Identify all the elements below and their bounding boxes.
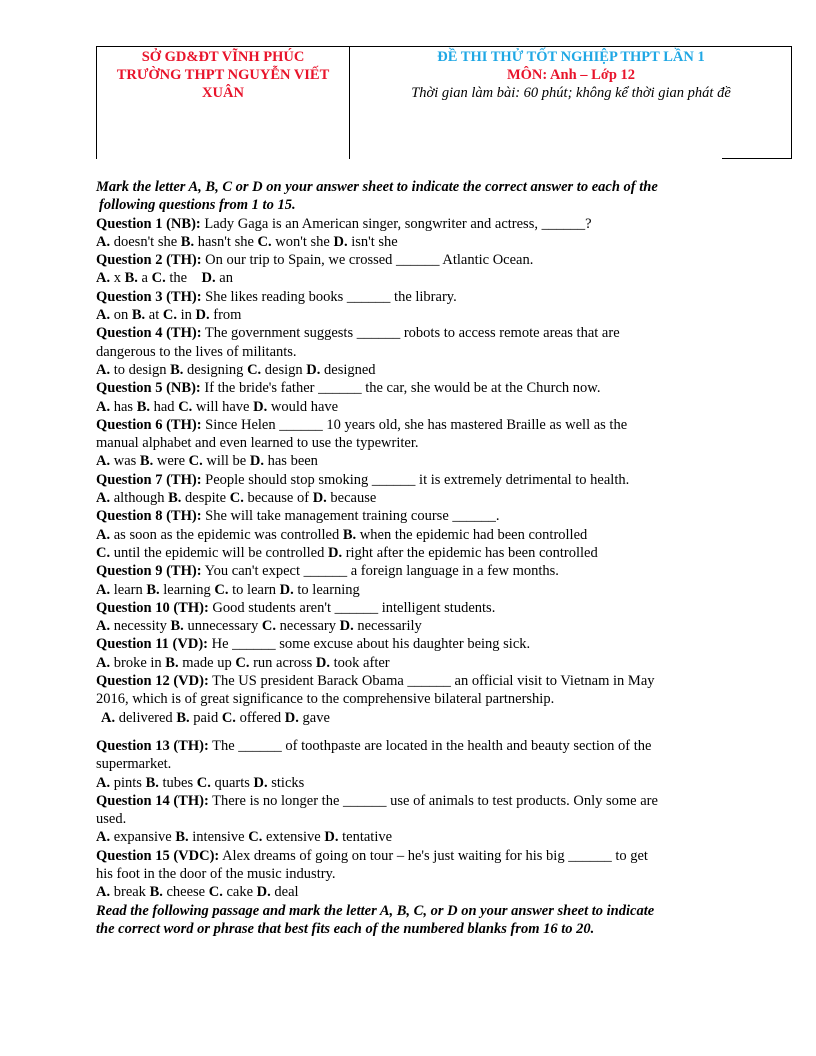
question-block <box>96 792 736 847</box>
question-text: She will take management training course ______. <box>201 508 500 525</box>
option-text: paid <box>189 709 222 726</box>
answer-options <box>96 269 736 287</box>
option-letter: B. <box>149 884 163 901</box>
option-text: was <box>110 453 140 470</box>
option-text: sticks <box>267 774 305 791</box>
question-text: If the bride's father ______ the car, she would be at the Church now. <box>200 380 601 397</box>
question-stem <box>96 847 736 865</box>
option-letter: D. <box>249 453 264 470</box>
question-label: Question 6 (TH): <box>96 416 202 433</box>
answer-options <box>96 398 736 416</box>
exam-subject: MÔN: Anh – Lớp 12 <box>506 67 636 83</box>
option-text: in <box>176 307 196 324</box>
question-block <box>96 471 736 508</box>
instruction-2-line1: Read the following passage and mark the letter A, B, C, or D on your answer sheet to indicate <box>96 902 655 919</box>
question-text: On our trip to Spain, we crossed ______ Atlantic Ocean. <box>201 252 534 269</box>
question-label: Question 15 (VDC): <box>96 847 220 864</box>
question-text: Good students aren't ______ intelligent students. <box>208 599 496 616</box>
option-letter: A. <box>96 884 111 901</box>
question-block <box>96 251 736 288</box>
option-text: has been <box>263 453 318 470</box>
option-letter: B. <box>136 398 150 415</box>
question-block <box>96 416 736 471</box>
question-text: Lady Gaga is an American singer, songwriter and actress, ______? <box>200 215 592 232</box>
question-stem <box>96 324 736 342</box>
question-block <box>96 672 736 727</box>
option-text: took after <box>330 654 390 671</box>
exam-time: Thời gian làm bài: 60 phút; không kể thời gian phát đề <box>411 85 731 101</box>
option-letter: D. <box>315 654 331 671</box>
option-text: a <box>137 270 152 287</box>
option-letter: A. <box>96 654 111 671</box>
option-letter: A. <box>96 233 111 250</box>
option-letter: D. <box>324 829 339 846</box>
option-text: as soon as the epidemic was controlled <box>110 526 343 543</box>
question-stem <box>96 599 736 617</box>
option-letter: D. <box>253 398 268 415</box>
answer-options <box>96 581 736 599</box>
question-label: Question 4 (TH): <box>96 325 202 342</box>
question-stem <box>96 562 736 580</box>
question-block <box>96 599 736 636</box>
question-stem <box>96 288 736 306</box>
question-stem <box>96 215 736 233</box>
option-letter: C. <box>247 361 262 378</box>
question-label: Question 2 (TH): <box>96 252 202 269</box>
question-stem <box>96 471 736 489</box>
option-text: quarts <box>210 774 254 791</box>
option-text: necessary <box>276 618 340 635</box>
question-block <box>96 215 736 252</box>
option-letter: D. <box>339 618 354 635</box>
question-label: Question 13 (TH): <box>96 737 209 754</box>
option-letter: B. <box>175 829 189 846</box>
option-letter: B. <box>168 490 182 507</box>
option-text: despite <box>181 490 230 507</box>
spacer <box>96 727 736 737</box>
option-letter: C. <box>221 709 236 726</box>
option-text: designing <box>183 361 248 378</box>
answer-options <box>96 883 736 901</box>
instruction-1-line1: Mark the letter A, B, C or D on your answer sheet to indicate the correct answer to each of the <box>96 179 658 195</box>
school-name-line1: TRƯỜNG THPT NGUYỄN VIẾT <box>116 67 330 83</box>
question-stem <box>96 737 736 755</box>
option-letter: A. <box>101 709 116 726</box>
option-text: has <box>110 398 137 415</box>
question-stem <box>96 251 736 269</box>
option-text: expansive <box>110 829 176 846</box>
school-name-line2: XUÂN <box>202 85 244 101</box>
question-text: He ______ some excuse about his daughter being sick. <box>207 636 531 653</box>
option-letter: C. <box>257 233 272 250</box>
option-letter: A. <box>96 361 111 378</box>
option-text: deal <box>270 884 299 901</box>
option-letter: C. <box>151 270 166 287</box>
option-text: right after the epidemic has been controlled <box>342 544 598 561</box>
instruction-1-line2: following questions from 1 to 15. <box>99 197 296 214</box>
answer-options <box>96 828 736 846</box>
option-text: necessity <box>110 618 171 635</box>
question-block <box>96 507 736 562</box>
question-label: Question 3 (TH): <box>96 288 202 305</box>
question-text-continued: used. <box>96 811 127 828</box>
option-text: x <box>110 270 125 287</box>
option-letter: C. <box>214 581 229 598</box>
answer-options <box>96 654 736 672</box>
answer-options <box>96 452 736 470</box>
question-block <box>96 562 736 599</box>
question-stem <box>96 635 736 653</box>
question-text: People should stop smoking ______ it is extremely detrimental to health. <box>201 471 630 488</box>
option-letter: B. <box>170 618 184 635</box>
option-text: offered <box>235 709 285 726</box>
option-letter: C. <box>162 307 177 324</box>
question-label: Question 7 (TH): <box>96 471 202 488</box>
question-stem <box>96 379 736 397</box>
option-letter: A. <box>96 829 111 846</box>
exam-info <box>352 48 790 102</box>
exam-content <box>96 178 736 938</box>
option-letter: C. <box>261 618 277 635</box>
option-letter: B. <box>146 581 160 598</box>
option-letter: C. <box>208 884 223 901</box>
option-text: intensive <box>188 829 249 846</box>
question-list <box>96 215 736 902</box>
option-letter: C. <box>229 490 244 507</box>
option-text: will have <box>192 398 254 415</box>
option-letter: A. <box>96 270 111 287</box>
option-text: were <box>153 453 189 470</box>
option-letter: C. <box>235 654 250 671</box>
option-letter: A. <box>96 453 111 470</box>
option-text: to learn <box>228 581 280 598</box>
option-text: learning <box>159 581 215 598</box>
question-text: Since Helen ______ 10 years old, she has mastered Braille as well as the <box>201 416 628 433</box>
option-letter: D. <box>312 490 327 507</box>
option-text: necessarily <box>353 618 422 635</box>
option-text: although <box>110 490 169 507</box>
answer-options <box>96 544 736 562</box>
answer-options <box>96 709 736 727</box>
option-text: on <box>110 307 132 324</box>
option-text: at <box>145 307 163 324</box>
option-letter: D. <box>201 270 216 287</box>
option-letter: A. <box>96 581 111 598</box>
option-text: would have <box>267 398 339 415</box>
option-text: designed <box>320 361 376 378</box>
option-text: broke in <box>110 654 166 671</box>
header-bottom-border-fragment <box>722 158 792 159</box>
option-text: isn't she <box>347 233 398 250</box>
option-letter: B. <box>342 526 357 543</box>
question-label: Question 14 (TH): <box>96 792 209 809</box>
answer-options <box>96 617 736 635</box>
school-info <box>98 48 348 102</box>
answer-options <box>96 306 736 324</box>
option-letter: B. <box>139 453 154 470</box>
header-left-border <box>96 46 97 159</box>
question-text: The government suggests ______ robots to access remote areas that are <box>201 325 620 342</box>
option-letter: D. <box>284 709 299 726</box>
option-letter: B. <box>180 233 195 250</box>
option-text: when the epidemic had been controlled <box>356 526 588 543</box>
option-letter: A. <box>96 398 111 415</box>
option-letter: D. <box>256 884 271 901</box>
question-label: Question 9 (TH): <box>96 563 202 580</box>
option-letter: B. <box>176 709 190 726</box>
answer-options <box>96 526 736 544</box>
option-letter: B. <box>124 270 138 287</box>
question-stem <box>96 416 736 434</box>
header-top-border <box>96 46 792 47</box>
option-text: hasn't she <box>194 233 258 250</box>
answer-options <box>96 774 736 792</box>
question-stem <box>96 672 736 690</box>
option-letter: D. <box>306 361 321 378</box>
option-letter: C. <box>96 544 111 561</box>
question-label: Question 12 (VD): <box>96 673 209 690</box>
option-text: learn <box>110 581 147 598</box>
option-text: will be <box>202 453 250 470</box>
option-letter: A. <box>96 490 111 507</box>
option-letter: A. <box>96 307 111 324</box>
question-text: There is no longer the ______ use of animals to test products. Only some are <box>208 792 658 809</box>
option-text: cake <box>222 884 257 901</box>
option-text: tentative <box>338 829 393 846</box>
option-text: unnecessary <box>183 618 262 635</box>
option-letter: A. <box>96 526 111 543</box>
option-letter: C. <box>178 398 193 415</box>
option-letter: B. <box>165 654 179 671</box>
option-text: extensive <box>262 829 325 846</box>
question-block <box>96 847 736 902</box>
question-label: Question 8 (TH): <box>96 508 202 525</box>
option-text: won't she <box>271 233 334 250</box>
exam-title: ĐỀ THI THỬ TỐT NGHIỆP THPT LẦN 1 <box>437 49 705 65</box>
option-text: because of <box>243 490 313 507</box>
option-text: delivered <box>115 709 177 726</box>
option-text: an <box>215 270 233 287</box>
question-text-continued: dangerous to the lives of militants. <box>96 343 297 360</box>
exam-header <box>96 46 792 160</box>
header-divider <box>349 46 350 159</box>
question-text-continued: 2016, which is of great significance to the comprehensive bilateral partnership. <box>96 691 555 708</box>
option-letter: C. <box>248 829 263 846</box>
question-label: Question 5 (NB): <box>96 380 201 397</box>
option-letter: A. <box>96 618 111 635</box>
option-text: doesn't she <box>110 233 181 250</box>
header-right-border <box>791 46 792 159</box>
instruction-2-line2: the correct word or phrase that best fits each of the numbered blanks from 16 to 20. <box>96 920 595 937</box>
answer-options <box>96 489 736 507</box>
option-letter: D. <box>327 544 343 561</box>
question-stem <box>96 507 736 525</box>
option-text: because <box>326 490 377 507</box>
option-letter: D. <box>195 307 210 324</box>
question-text: The ______ of toothpaste are located in the health and beauty section of the <box>208 737 652 754</box>
option-text: the <box>165 270 202 287</box>
question-stem <box>96 792 736 810</box>
option-letter: D. <box>253 774 268 791</box>
question-block <box>96 324 736 379</box>
option-letter: C. <box>196 774 211 791</box>
answer-options <box>96 361 736 379</box>
department-name: SỞ GD&ĐT VĨNH PHÚC <box>141 49 305 65</box>
question-text-continued: his foot in the door of the music industry. <box>96 865 336 882</box>
option-letter: D. <box>333 233 348 250</box>
question-text-continued: supermarket. <box>96 756 172 773</box>
question-label: Question 10 (TH): <box>96 599 209 616</box>
question-text: Alex dreams of going on tour – he's just waiting for his big ______ to get <box>219 847 648 864</box>
option-letter: C. <box>188 453 203 470</box>
question-block <box>96 288 736 325</box>
option-text: cheese <box>162 884 209 901</box>
option-text: had <box>150 398 179 415</box>
question-text: You can't expect ______ a foreign language in a few months. <box>201 563 559 580</box>
option-text: tubes <box>158 774 197 791</box>
question-label: Question 11 (VD): <box>96 636 208 653</box>
option-text: to learning <box>293 581 360 598</box>
question-block <box>96 635 736 672</box>
option-text: break <box>110 884 150 901</box>
option-text: pints <box>110 774 146 791</box>
option-letter: B. <box>145 774 159 791</box>
option-text: until the epidemic will be controlled <box>110 544 328 561</box>
option-text: from <box>209 307 242 324</box>
option-text: design <box>261 361 307 378</box>
answer-options <box>96 233 736 251</box>
question-label: Question 1 (NB): <box>96 215 201 232</box>
option-text: run across <box>249 654 316 671</box>
question-block <box>96 379 736 416</box>
option-letter: B. <box>170 361 184 378</box>
option-letter: D. <box>279 581 294 598</box>
option-text: made up <box>178 654 236 671</box>
option-letter: A. <box>96 774 111 791</box>
option-letter: B. <box>131 307 146 324</box>
question-block <box>96 727 736 792</box>
question-text-continued: manual alphabet and even learned to use the typewriter. <box>96 435 419 452</box>
question-text: She likes reading books ______ the library. <box>201 288 457 305</box>
question-text: The US president Barack Obama ______ an official visit to Vietnam in May <box>208 673 655 690</box>
option-text: gave <box>298 709 330 726</box>
option-text: to design <box>110 361 171 378</box>
